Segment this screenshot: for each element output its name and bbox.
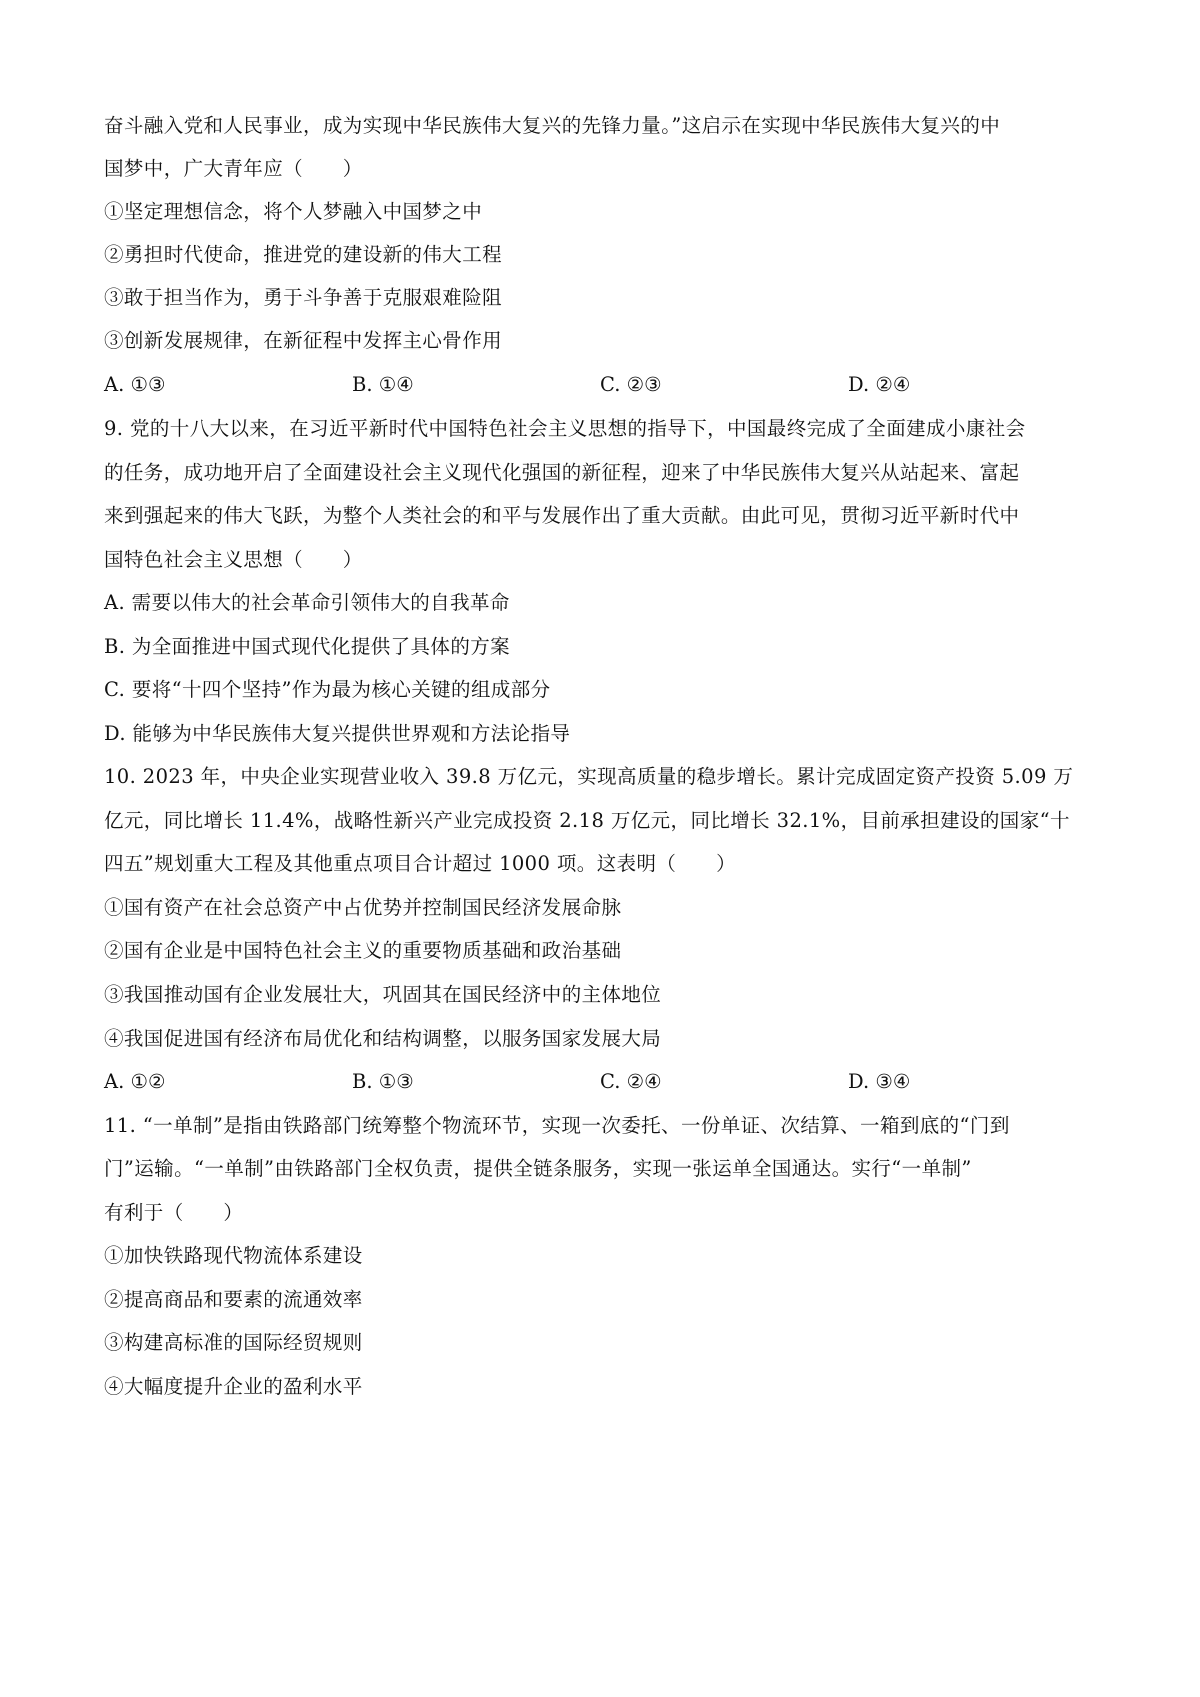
q9-option-a[interactable]: A. 需要以伟大的社会革命引领伟大的自我革命: [104, 591, 510, 614]
q11-text-line-3: 有利于（ ）: [104, 1201, 244, 1224]
q10-statement-1: ①国有资产在社会总资产中占优势并控制国民经济发展命脉: [104, 896, 622, 919]
q10-option-b[interactable]: B. ①③: [352, 1070, 414, 1093]
q8-option-d[interactable]: D. ②④: [848, 373, 911, 396]
q8-text-line-1: 奋斗融入党和人民事业，成为实现中华民族伟大复兴的先锋力量。”这启示在实现中华民族伟大复兴的中: [104, 114, 1001, 137]
q9-option-c[interactable]: C. 要将“十四个坚持”作为最为核心关键的组成部分: [104, 678, 551, 701]
q9-text-line-1: 9. 党的十八大以来，在习近平新时代中国特色社会主义思想的指导下，中国最终完成了全面建成小康社会: [104, 417, 1026, 440]
q9-option-d[interactable]: D. 能够为中华民族伟大复兴提供世界观和方法论指导: [104, 722, 571, 745]
q10-option-a[interactable]: A. ①②: [104, 1070, 166, 1093]
q10-statement-4: ④我国促进国有经济布局优化和结构调整，以服务国家发展大局: [104, 1027, 662, 1050]
q10-text-line-1: 10. 2023 年，中央企业实现营业收入 39.8 万亿元，实现高质量的稳步增长。累计完成固定资产投资 5.09 万: [104, 765, 1074, 788]
q8-option-c[interactable]: C. ②③: [600, 373, 662, 396]
q8-statement-1: ①坚定理想信念，将个人梦融入中国梦之中: [104, 200, 483, 223]
q8-option-a[interactable]: A. ①③: [104, 373, 166, 396]
q11-statement-1: ①加快铁路现代物流体系建设: [104, 1244, 363, 1267]
q8-text-line-2: 国梦中，广大青年应（ ）: [104, 157, 363, 180]
q8-statement-4: ③创新发展规律，在新征程中发挥主心骨作用: [104, 329, 503, 352]
q9-text-line-3: 来到强起来的伟大飞跃，为整个人类社会的和平与发展作出了重大贡献。由此可见，贯彻习近平新时代中: [104, 504, 1020, 527]
q11-statement-4: ④大幅度提升企业的盈利水平: [104, 1375, 363, 1398]
q9-option-b[interactable]: B. 为全面推进中国式现代化提供了具体的方案: [104, 635, 511, 658]
q10-option-c[interactable]: C. ②④: [600, 1070, 662, 1093]
q8-statement-3: ③敢于担当作为，勇于斗争善于克服艰难险阻: [104, 286, 503, 309]
q8-option-b[interactable]: B. ①④: [352, 373, 414, 396]
q8-options: [104, 371, 1114, 399]
q10-statement-2: ②国有企业是中国特色社会主义的重要物质基础和政治基础: [104, 939, 622, 962]
q10-text-line-2: 亿元，同比增长 11.4%，战略性新兴产业完成投资 2.18 万亿元，同比增长 32.1%，目前承担建设的国家“十: [104, 809, 1070, 832]
q10-options: [104, 1068, 1114, 1096]
q11-statement-3: ③构建高标准的国际经贸规则: [104, 1331, 363, 1354]
q11-text-line-1: 11. “一单制”是指由铁路部门统筹整个物流环节，实现一次委托、一份单证、次结算、一箱到底的“门到: [104, 1114, 1010, 1137]
q10-statement-3: ③我国推动国有企业发展壮大，巩固其在国民经济中的主体地位: [104, 983, 662, 1006]
q11-statement-2: ②提高商品和要素的流通效率: [104, 1288, 363, 1311]
q9-text-line-4: 国特色社会主义思想（ ）: [104, 548, 363, 571]
q10-option-d[interactable]: D. ③④: [848, 1070, 911, 1093]
q10-text-line-3: 四五”规划重大工程及其他重点项目合计超过 1000 项。这表明（ ）: [104, 852, 736, 875]
q8-statement-2: ②勇担时代使命，推进党的建设新的伟大工程: [104, 243, 503, 266]
q9-text-line-2: 的任务，成功地开启了全面建设社会主义现代化强国的新征程，迎来了中华民族伟大复兴从站起来、富起: [104, 461, 1020, 484]
q11-text-line-2: 门”运输。“一单制”由铁路部门全权负责，提供全链条服务，实现一张运单全国通达。实行“一单制”: [104, 1157, 972, 1180]
